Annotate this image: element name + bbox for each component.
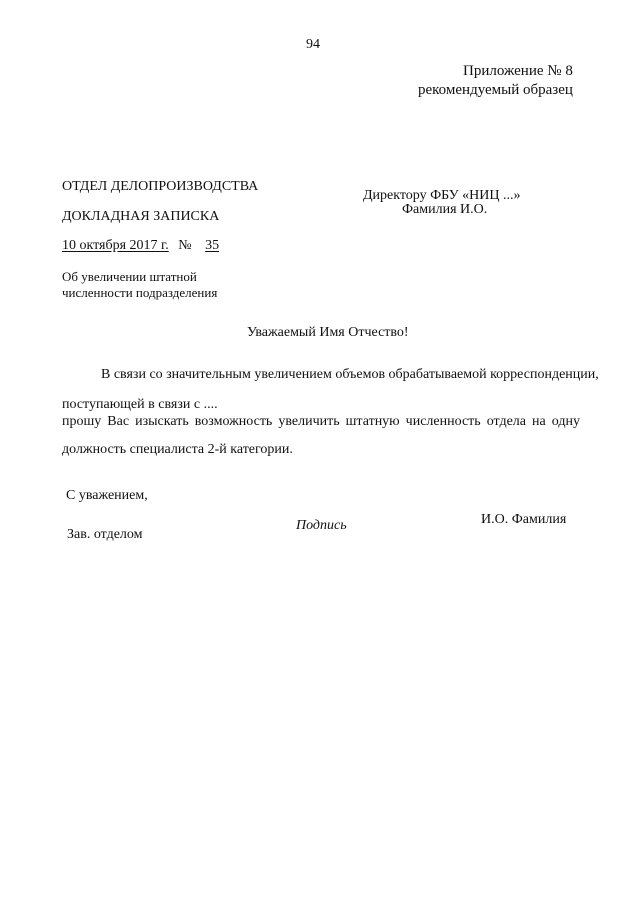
recipient-line-2: Фамилия И.О. bbox=[402, 202, 488, 217]
document-type: ДОКЛАДНАЯ ЗАПИСКА bbox=[62, 209, 220, 224]
greeting: Уважаемый Имя Отчество! bbox=[247, 325, 409, 340]
department-name: ОТДЕЛ ДЕЛОПРОИЗВОДСТВА bbox=[62, 179, 259, 194]
signature-placeholder: Подпись bbox=[296, 518, 347, 533]
page-number: 94 bbox=[306, 37, 320, 52]
number-label: № bbox=[178, 238, 192, 253]
body-line-2: поступающей в связи с .... bbox=[62, 397, 218, 412]
signature-name: И.О. Фамилия bbox=[481, 512, 567, 527]
appendix-title: Приложение № 8 bbox=[463, 63, 573, 79]
signature-position: Зав. отделом bbox=[67, 527, 143, 542]
subject-line-1: Об увеличении штатной bbox=[62, 269, 197, 284]
document-date-number bbox=[62, 239, 225, 253]
document-date: 10 октября 2017 г. bbox=[62, 238, 169, 253]
body-line-1: В связи со значительным увеличением объемов обрабатываемой корреспонденции, bbox=[101, 367, 599, 382]
appendix-subtitle: рекомендуемый образец bbox=[418, 82, 573, 98]
recipient-line-1: Директору ФБУ «НИЦ ...» bbox=[363, 188, 521, 203]
document-number: 35 bbox=[205, 238, 220, 253]
closing: С уважением, bbox=[66, 488, 148, 503]
body-line-3: прошу Вас изыскать возможность увеличить штатную численность отдела на одну bbox=[62, 414, 580, 429]
subject-line-2: численности подразделения bbox=[62, 285, 218, 300]
body-line-4: должность специалиста 2-й категории. bbox=[62, 442, 293, 457]
